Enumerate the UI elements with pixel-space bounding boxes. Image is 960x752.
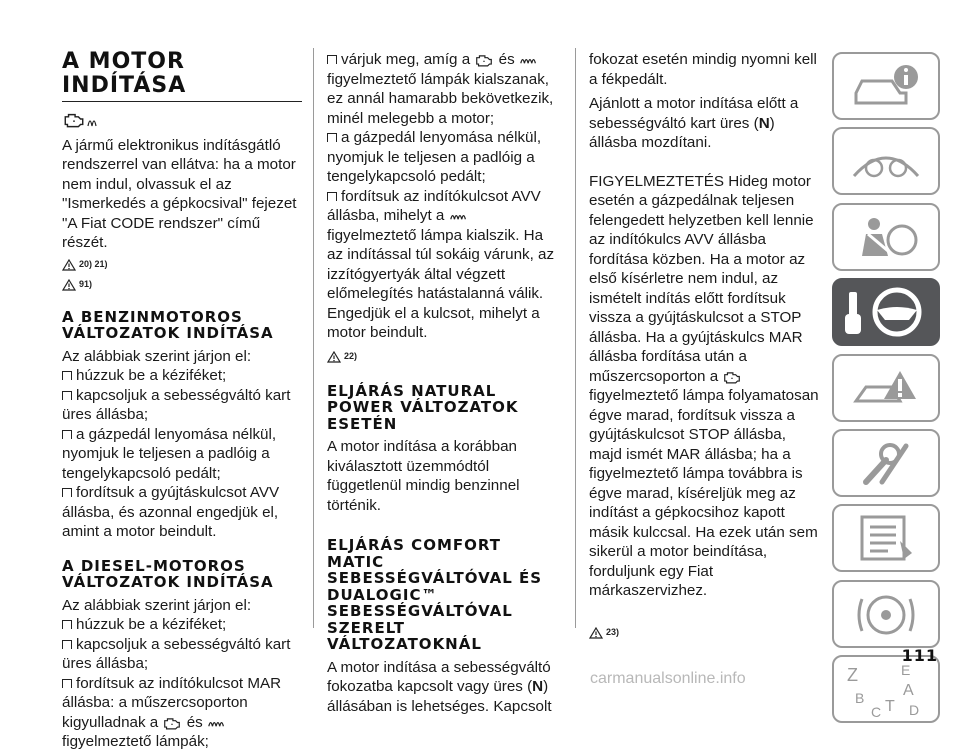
index-letter: T [885, 698, 895, 716]
index-letter: C [871, 704, 882, 721]
page-title: A MOTOR INDÍTÁSA [62, 49, 187, 98]
natural-power-heading: ELJÁRÁS NATURAL POWER VÁLTOZATOK ESETÉN [327, 381, 519, 433]
dashboard-icon [848, 136, 924, 186]
list-item: húzzuk be a kéziféket; [62, 366, 302, 386]
warning-ref: 23) [589, 623, 821, 643]
bullet-icon [327, 192, 337, 201]
warning-triangle-icon [589, 627, 603, 639]
page-number: 111 [901, 646, 938, 665]
index-letter: B [855, 690, 865, 707]
comfort-matic-text: A motor indítása a sebességváltó fokozatba kapcsolt vagy üres (N) állásában is lehetséges. Kapcsolt [327, 658, 552, 715]
warning-ref-1: 20) 21) [62, 255, 302, 275]
engine-warning-icon [162, 715, 182, 730]
bullet-icon [62, 371, 72, 380]
column-divider [313, 48, 314, 628]
column-1 [62, 50, 302, 752]
comfort-matic-heading: ELJÁRÁS COMFORT MATIC SEBESSÉGVÁLTÓVAL ÉS DUALOGIC™ SEBESSÉGVÁLTÓVAL SZERELT VÁLTOZATOKNÁL [327, 536, 543, 653]
diesel-heading: A DIESEL-MOTOROS VÁLTOZATOK INDÍTÁSA [62, 556, 274, 591]
bullet-icon [327, 133, 337, 142]
engine-warning-icon [62, 108, 302, 136]
wrench-icon [848, 438, 924, 488]
intro-text: A jármű elektronikus indításgátló rendszerrel van ellátva: ha a motor nem indul, olvassuk el az "Ismerkedés a gépkocsival" fejezet "A Fiat CODE rendszer" című részét. [62, 136, 297, 251]
diesel-intro: Az alábbiak szerint járjon el: [62, 596, 252, 614]
car-info-icon [848, 61, 924, 111]
tab-index[interactable] [832, 655, 940, 723]
column-divider [575, 48, 576, 628]
media-icon [848, 589, 924, 639]
natural-power-text: A motor indítása a korábban kiválasztott üzemmódtól függetlenül mindig benzinnel történik. [327, 438, 520, 514]
index-icon [841, 659, 931, 719]
bullet-icon [62, 391, 72, 400]
warning-ref-2: 91) [62, 275, 302, 295]
watermark: carmanualsonline.info [590, 670, 746, 687]
cold-engine-warning-text: FIGYELMEZTETÉS Hideg motor esetén a gázpedálnak teljesen felengedett helyzetben kell lennie az indítókulcs AVV állásba fordítása közben. Ha a motor az első kísérletre nem indul, az ismételt indítás előtt fordítsuk vissza a gyújtáskulcsot a STOP állásba. Ha a gyújtáskulcs MAR állásba fordítása után a műszercsoporton a figyelmeztető lámpa folyamatosan égve marad, fordítsuk vissza a gyújtáskulcsot STOP állásba, majd ismét MAR állásba; ha a figyelmeztető lámpa továbbra is égve marad, kíséreljük meg az indítást a gépkocsihoz kapott másik kulccsal. Ha ezek után sem sikerül a motor beindítása, forduljunk egy Fiat márkaszervizhez. [589, 172, 819, 599]
section-sidebar [832, 52, 942, 731]
neutral-advice-text: Ajánlott a motor indítása előtt a sebességváltó kart üres (N) állásba mozdítani. [589, 95, 799, 151]
index-letter: E [901, 662, 911, 679]
brake-text: fokozat esetén mindig nyomni kell a fékpedált. [589, 51, 817, 88]
bullet-icon [62, 620, 72, 629]
list-item: kapcsoljuk a sebességváltó kart üres állásba; [62, 635, 291, 672]
list-item: fordítsuk az indítókulcsot MAR állásba: a műszercsoporton [62, 674, 282, 711]
tab-safety[interactable] [832, 203, 940, 271]
glow-plug-icon [519, 54, 539, 67]
petrol-intro: Az alábbiak szerint járjon el: [62, 347, 252, 365]
tab-emergency[interactable] [832, 354, 940, 422]
engine-warning-icon [722, 369, 742, 384]
warning-ref: 22) [327, 347, 559, 367]
index-letter: A [903, 682, 914, 700]
index-letter: D [909, 702, 920, 719]
bullet-icon [62, 640, 72, 649]
list-item: húzzuk be a kéziféket; [62, 615, 302, 635]
tab-car-info[interactable] [832, 52, 940, 120]
list-item: fordítsuk a gyújtáskulcsot AVV állásba, és azonnal engedjük el, amint a motor beindult. [62, 484, 280, 540]
bullet-icon [62, 430, 72, 439]
list-item-continuation: kigyulladnak a és figyelmeztető lámpák; [62, 713, 302, 752]
glow-plug-icon [207, 717, 227, 730]
bullet-icon [62, 488, 72, 497]
petrol-heading: A BENZINMOTOROS VÁLTOZATOK INDÍTÁSA [62, 307, 274, 342]
list-item: a gázpedál lenyomása nélkül, nyomjuk le teljesen a padlóig a tengelykapcsoló pedált; [327, 129, 542, 185]
engine-warning-icon [474, 52, 494, 67]
tab-starting-driving[interactable] [832, 278, 940, 346]
list-item: a gázpedál lenyomása nélkül, nyomjuk le teljesen a padlóig a tengelykapcsoló pedált; [62, 425, 277, 482]
warning-triangle-icon [62, 279, 76, 291]
steering-key-icon [841, 284, 931, 340]
glow-plug-icon [449, 210, 469, 223]
list-item: várjuk meg, amíg a és figyelmeztető lámpák kialszanak, ez annál hamarabb bekövetkezik, minél melegebb a motor; [327, 51, 554, 127]
tab-technical-data[interactable] [832, 504, 940, 572]
warning-triangle-icon [327, 351, 341, 363]
index-letter: Z [847, 665, 858, 686]
column-3 [589, 50, 821, 643]
column-2 [327, 50, 559, 716]
warning-triangle-icon [62, 259, 76, 271]
tab-dashboard[interactable] [832, 127, 940, 195]
list-item: fordítsuk az indítókulcsot AVV állásba, mihelyt a figyelmeztető lámpa kialszik. Ha az indítással túl sokáig várunk, az izzítógyertyák által végzett előmelegítés hatástalanná válik. Engedjük el a kulcsot, mihelyt a motor beindult. [327, 187, 555, 341]
list-item: kapcsoljuk a sebességváltó kart üres állásba; [62, 386, 291, 423]
title-rule [62, 101, 302, 102]
safety-icon [848, 212, 924, 262]
bullet-icon [62, 679, 72, 688]
warning-icon [848, 363, 924, 413]
bullet-icon [327, 55, 337, 64]
specs-list-icon [848, 513, 924, 563]
tab-maintenance[interactable] [832, 429, 940, 497]
tab-multimedia[interactable] [832, 580, 940, 648]
